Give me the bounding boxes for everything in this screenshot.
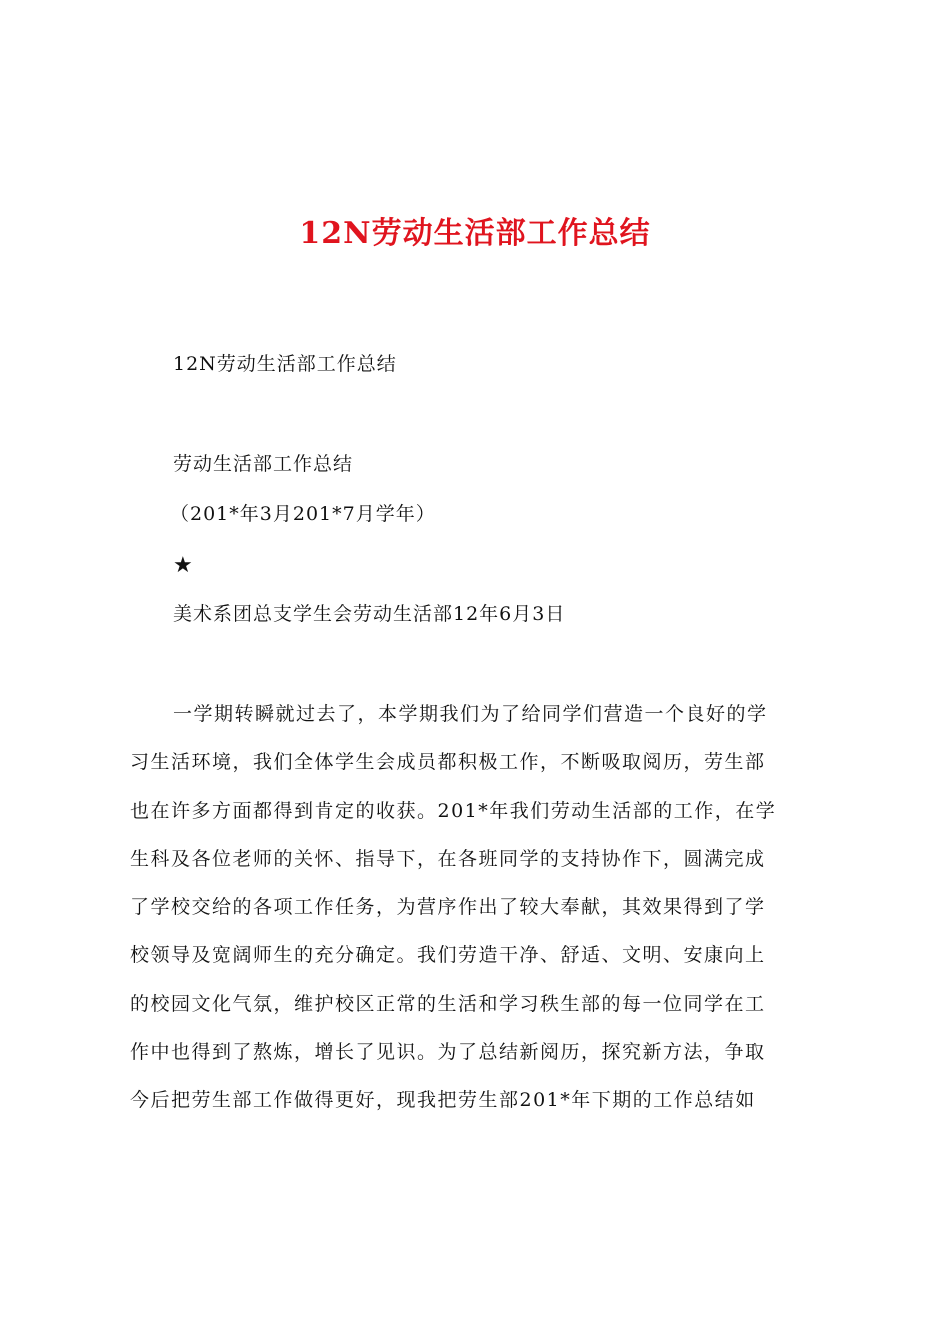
paragraph-line: 今后把劳生部工作做得更好，现我把劳生部201*年下期的工作总结如 (130, 1089, 756, 1112)
paragraph-line: 生科及各位老师的关怀、指导下，在各班同学的支持协作下，圆满完成 (130, 847, 766, 870)
paragraph-line: 的校园文化气氛，维护校区正常的生活和学习秩生部的每一位同学在工 (130, 992, 766, 1015)
document-subtitle: 12N劳动生活部工作总结 (173, 353, 397, 375)
paragraph-line: 一学期转瞬就过去了，本学期我们为了给同学们营造一个良好的学 (173, 703, 768, 725)
star-icon: ★ (173, 553, 193, 578)
document-title: 12N劳动生活部工作总结 (299, 216, 651, 251)
body-paragraph (130, 699, 830, 1134)
period-text: （201*年3月201*7月学年） (170, 503, 436, 525)
paragraph-line: 了学校交给的各项工作任务，为营序作出了较大奉献，其效果得到了学 (130, 896, 766, 919)
signature-line: 美术系团总支学生会劳动生活部12年6月3日 (173, 603, 566, 625)
paragraph-line: 作中也得到了熬炼，增长了见识。为了总结新阅历，探究新方法，争取 (130, 1041, 766, 1064)
section-heading: 劳动生活部工作总结 (173, 453, 354, 475)
paragraph-line: 也在许多方面都得到肯定的收获。201*年我们劳动生活部的工作，在学 (130, 799, 777, 822)
paragraph-line: 习生活环境，我们全体学生会成员都积极工作，不断吸取阅历，劳生部 (130, 751, 766, 774)
paragraph-line: 校领导及宽阔师生的充分确定。我们劳造干净、舒适、文明、安康向上 (130, 944, 766, 967)
